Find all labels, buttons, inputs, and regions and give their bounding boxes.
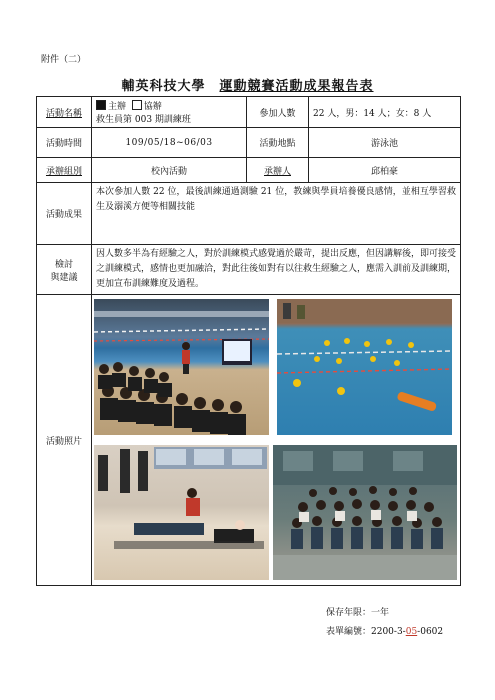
label-review bbox=[37, 245, 92, 295]
photo-classroom bbox=[94, 299, 269, 435]
label-location: 活動地點 bbox=[247, 128, 309, 158]
photo-cpr-training bbox=[94, 445, 269, 580]
result-text: 本次參加人數 22 位，最後訓練通過測驗 21 位，教練與學員培養優良感情，並相互學習救生及溺溪方便等相關技能 bbox=[92, 183, 461, 245]
photo-cpr-training-drawing bbox=[94, 445, 269, 580]
location-value: 游泳池 bbox=[309, 128, 461, 158]
label-activity-time: 活動時間 bbox=[37, 128, 92, 158]
activity-name-cell bbox=[92, 97, 247, 128]
row-time bbox=[37, 128, 461, 158]
page-title bbox=[0, 75, 495, 94]
label-activity-name: 活動名稱 bbox=[37, 97, 92, 128]
label-participants: 參加人數 bbox=[247, 97, 309, 128]
co-host-checkbox[interactable] bbox=[132, 100, 142, 110]
row-unit bbox=[37, 158, 461, 183]
report-table bbox=[36, 96, 461, 586]
form-number bbox=[326, 624, 443, 637]
review-text: 因人數多半為有經驗之人，對於訓練模式感覺過於嚴苛，提出反應，但因講解後，即可接受之訓練模式，感情也更加融洽，對此往後如對有以往救生經驗之人，應需入訓前及訓練期，更加宣布訓練難度及過程。 bbox=[92, 245, 461, 295]
label-photos: 活動照片 bbox=[37, 295, 92, 586]
photo-classroom-drawing bbox=[94, 299, 269, 435]
photo-pool-practice-drawing bbox=[277, 299, 452, 435]
co-host-label: 協辦 bbox=[143, 102, 162, 112]
retention-period: 保存年限：一年 bbox=[326, 608, 390, 618]
label-review-line2: 與建議 bbox=[50, 272, 78, 283]
form-number-prefix: 表單編號：2200-3- bbox=[326, 627, 406, 637]
school-name: 輔英科技大學 bbox=[121, 79, 206, 94]
photos-cell bbox=[92, 295, 461, 586]
photo-pool-practice bbox=[277, 299, 452, 435]
host-label: 主辦 bbox=[108, 102, 127, 112]
photo-group bbox=[273, 445, 457, 580]
organizing-unit-value: 校內活動 bbox=[92, 158, 247, 183]
host-checkboxes bbox=[96, 99, 242, 112]
form-number-suffix: -0602 bbox=[417, 627, 444, 637]
photo-grid bbox=[92, 295, 460, 582]
form-name: 運動競賽活動成果報告表 bbox=[219, 79, 374, 94]
form-number-highlight: 05 bbox=[405, 627, 418, 637]
participants-value: 22 人，男：14 人；女：8 人 bbox=[309, 97, 461, 128]
row-name bbox=[37, 97, 461, 128]
row-photos bbox=[37, 295, 461, 586]
label-person-in-charge: 承辦人 bbox=[247, 158, 309, 183]
row-review bbox=[37, 245, 461, 295]
label-result: 活動成果 bbox=[37, 183, 92, 245]
label-organizing-unit: 承辦組別 bbox=[37, 158, 92, 183]
host-checkbox[interactable] bbox=[96, 100, 106, 110]
person-in-charge-value: 邱柏豪 bbox=[309, 158, 461, 183]
annex-label: 附件（二） bbox=[41, 55, 87, 65]
row-result bbox=[37, 183, 461, 245]
photo-group-drawing bbox=[273, 445, 457, 580]
activity-time-value: 109/05/18~06/03 bbox=[92, 128, 247, 158]
activity-name-value: 救生員第 003 期訓練班 bbox=[96, 115, 191, 125]
label-review-line1: 檢討 bbox=[54, 259, 73, 270]
